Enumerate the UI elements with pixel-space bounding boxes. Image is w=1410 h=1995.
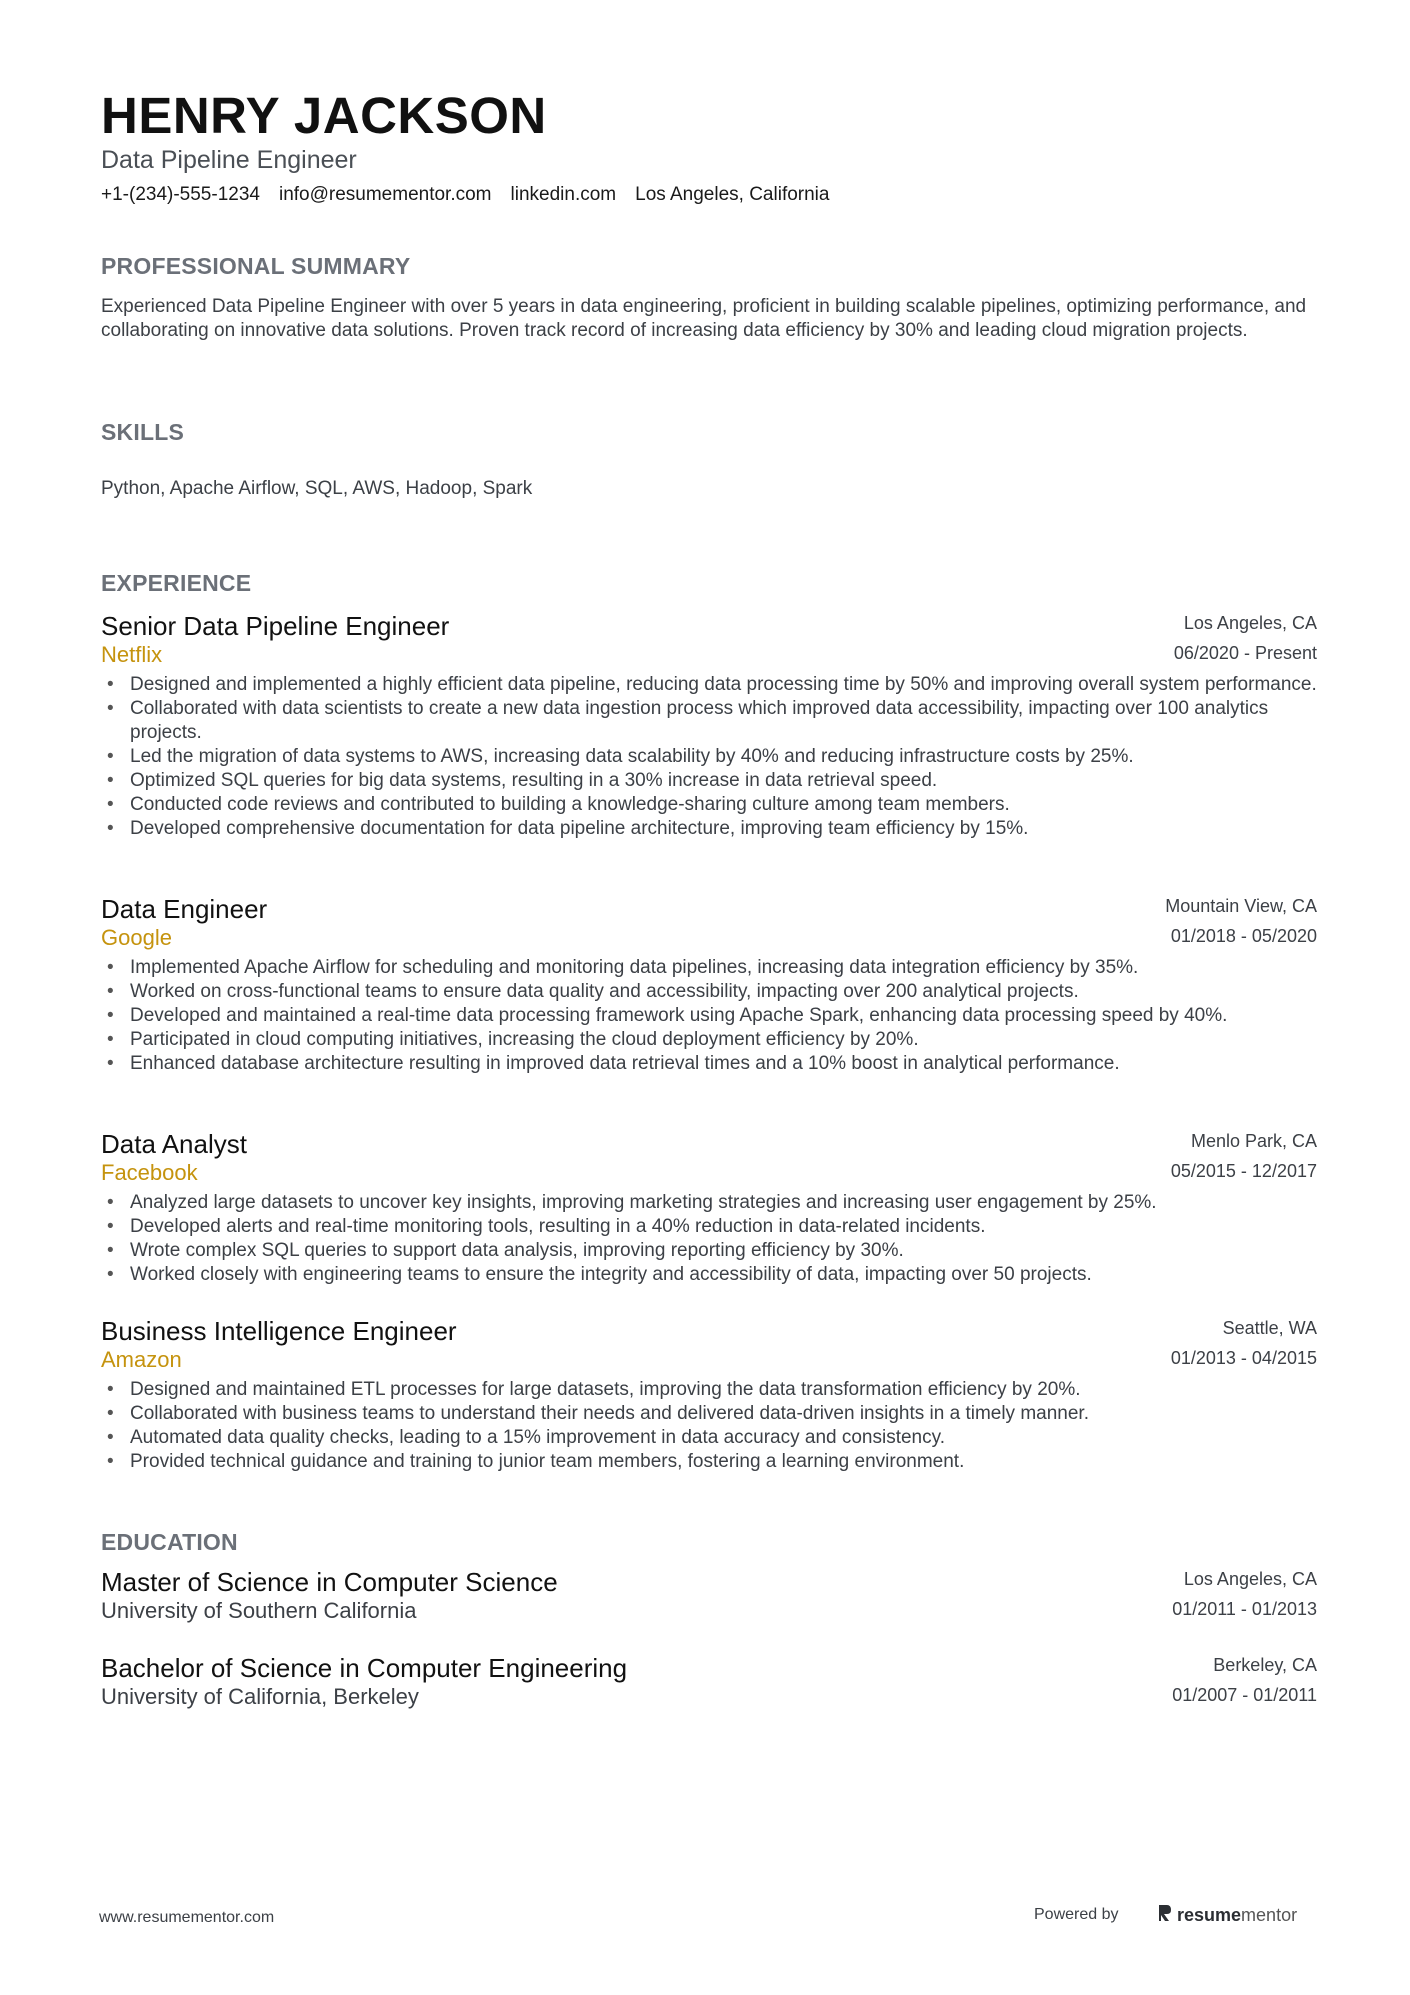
bullet-item: • Developed alerts and real-time monitoring tools, resulting in a 40% reduction in data-related incidents. — [107, 1216, 986, 1237]
job-title: Data Analyst — [101, 1129, 247, 1159]
bullet-item: • Collaborated with business teams to understand their needs and delivered data-driven insights in a timely manner. — [107, 1403, 1089, 1424]
job-bullets — [101, 1378, 1317, 1474]
bullet-icon: • — [107, 1264, 114, 1285]
contact-line — [101, 183, 829, 207]
job-bullets — [101, 1191, 1317, 1287]
job-location: Menlo Park, CA — [1190, 1131, 1317, 1151]
bullet-item: • Collaborated with data scientists to create a new data ingestion process which improved data accessibility, impacting over 100 analytics projects. — [107, 698, 1269, 743]
summary-text: Experienced Data Pipeline Engineer with over 5 years in data engineering, proficient in building scalable pipelines, optimizing performance, and collaborating on innovative data solutions. Proven track record of increasing data efficiency by 30% and leading cloud migration projects. — [101, 296, 1307, 341]
bullet-item: • Designed and maintained ETL processes for large datasets, improving the data transformation efficiency by 20%. — [107, 1379, 1081, 1400]
bullet-icon: • — [107, 1192, 114, 1213]
bullet-icon: • — [107, 698, 114, 719]
edu-dates: 01/2007 - 01/2011 — [1172, 1685, 1317, 1705]
education-heading: EDUCATION — [101, 1529, 238, 1555]
bullet-icon: • — [107, 1005, 114, 1026]
bullet-item: • Automated data quality checks, leading to a 15% improvement in data accuracy and consistency. — [107, 1427, 945, 1448]
job-title: Data Engineer — [101, 894, 268, 924]
bullet-icon: • — [107, 770, 114, 791]
edu-location: Los Angeles, CA — [1183, 1569, 1317, 1589]
bullet-item: • Optimized SQL queries for big data systems, resulting in a 30% increase in data retrieval speed. — [107, 770, 938, 791]
job-company: Amazon — [101, 1347, 182, 1372]
bullet-icon: • — [107, 1240, 114, 1261]
bullet-item: • Worked closely with engineering teams to ensure the integrity and accessibility of data, impacting over 50 projects. — [107, 1264, 1092, 1285]
job-dates: 05/2015 - 12/2017 — [1170, 1161, 1317, 1181]
bullet-icon: • — [107, 1451, 114, 1472]
bullet-icon: • — [107, 1403, 114, 1424]
edu-location: Berkeley, CA — [1213, 1655, 1317, 1675]
bullet-item: • Wrote complex SQL queries to support data analysis, improving reporting efficiency by 30%. — [107, 1240, 904, 1261]
job-dates: 06/2020 - Present — [1173, 643, 1317, 663]
experience-heading: EXPERIENCE — [101, 570, 252, 596]
bullet-item: • Worked on cross-functional teams to ensure data quality and accessibility, impacting over 200 analytical projects. — [107, 981, 1079, 1002]
job-title: Business Intelligence Engineer — [101, 1316, 457, 1346]
bullet-icon: • — [107, 794, 114, 815]
job-dates: 01/2013 - 04/2015 — [1170, 1348, 1317, 1368]
bullet-icon: • — [107, 1427, 114, 1448]
bullet-item: • Led the migration of data systems to AWS, increasing data scalability by 40% and reducing infrastructure costs by 25%. — [107, 746, 1134, 767]
bullet-icon: • — [107, 674, 114, 695]
bullet-item: • Implemented Apache Airflow for scheduling and monitoring data pipelines, increasing data integration efficiency by 35%. — [107, 957, 1139, 978]
resumementor-logo-icon — [1157, 1903, 1173, 1928]
bullet-item: • Enhanced database architecture resulting in improved data retrieval times and a 10% boost in analytical performance. — [107, 1053, 1120, 1074]
bullet-icon: • — [107, 818, 114, 839]
contact-phone[interactable]: +1-(234)-555-1234 — [101, 184, 260, 205]
school-name: University of Southern California — [101, 1598, 417, 1623]
summary-heading: PROFESSIONAL SUMMARY — [101, 253, 411, 279]
bullet-icon: • — [107, 1029, 114, 1050]
degree-title: Bachelor of Science in Computer Engineering — [101, 1653, 628, 1683]
job-company: Facebook — [101, 1160, 198, 1185]
bullet-icon: • — [107, 981, 114, 1002]
contact-email[interactable]: info@resumementor.com — [278, 184, 492, 205]
bullet-icon: • — [107, 1216, 114, 1237]
bullet-item: • Conducted code reviews and contributed to building a knowledge-sharing culture among team members. — [107, 794, 1010, 815]
candidate-name: HENRY JACKSON — [101, 87, 547, 144]
skills-heading: SKILLS — [101, 419, 184, 445]
contact-location: Los Angeles, California — [635, 184, 830, 205]
bullet-item: • Participated in cloud computing initiatives, increasing the cloud deployment efficiency by 20%. — [107, 1029, 919, 1050]
school-name: University of California, Berkeley — [101, 1684, 419, 1709]
powered-by-label: Powered by — [1034, 1906, 1119, 1923]
job-company: Google — [101, 925, 172, 950]
footer-website-link[interactable]: www.resumementor.com — [99, 1909, 275, 1926]
edu-dates: 01/2011 - 01/2013 — [1172, 1599, 1317, 1619]
contact-linkedin[interactable]: linkedin.com — [510, 184, 617, 205]
job-company: Netflix — [101, 642, 163, 667]
bullet-icon: • — [107, 1053, 114, 1074]
bullet-item: • Designed and implemented a highly efficient data pipeline, reducing data processing time by 50% and improving overall system performance. — [107, 674, 1317, 695]
bullet-item: • Developed comprehensive documentation for data pipeline architecture, improving team efficiency by 15%. — [107, 818, 1029, 839]
bullet-item: • Analyzed large datasets to uncover key insights, improving marketing strategies and increasing user engagement by 25%. — [107, 1192, 1157, 1213]
resumementor-logo[interactable] — [1157, 1903, 1297, 1928]
bullet-icon: • — [107, 746, 114, 767]
job-bullets — [101, 673, 1317, 841]
degree-title: Master of Science in Computer Science — [101, 1567, 558, 1597]
bullet-item: • Developed and maintained a real-time data processing framework using Apache Spark, enhancing data processing speed by 40%. — [107, 1005, 1228, 1026]
job-title: Senior Data Pipeline Engineer — [101, 611, 450, 641]
job-dates: 01/2018 - 05/2020 — [1170, 926, 1317, 946]
bullet-icon: • — [107, 1379, 114, 1400]
candidate-role: Data Pipeline Engineer — [101, 146, 357, 174]
job-location: Seattle, WA — [1222, 1318, 1317, 1338]
bullet-item: • Provided technical guidance and training to junior team members, fostering a learning environment. — [107, 1451, 965, 1472]
bullet-icon: • — [107, 957, 114, 978]
brand-light-text: mentor — [1241, 1905, 1298, 1925]
brand-bold-text: resume — [1177, 1905, 1242, 1925]
job-location: Mountain View, CA — [1165, 896, 1317, 916]
skills-text: Python, Apache Airflow, SQL, AWS, Hadoop, Spark — [101, 478, 533, 499]
job-bullets — [101, 956, 1317, 1076]
job-location: Los Angeles, CA — [1183, 613, 1317, 633]
